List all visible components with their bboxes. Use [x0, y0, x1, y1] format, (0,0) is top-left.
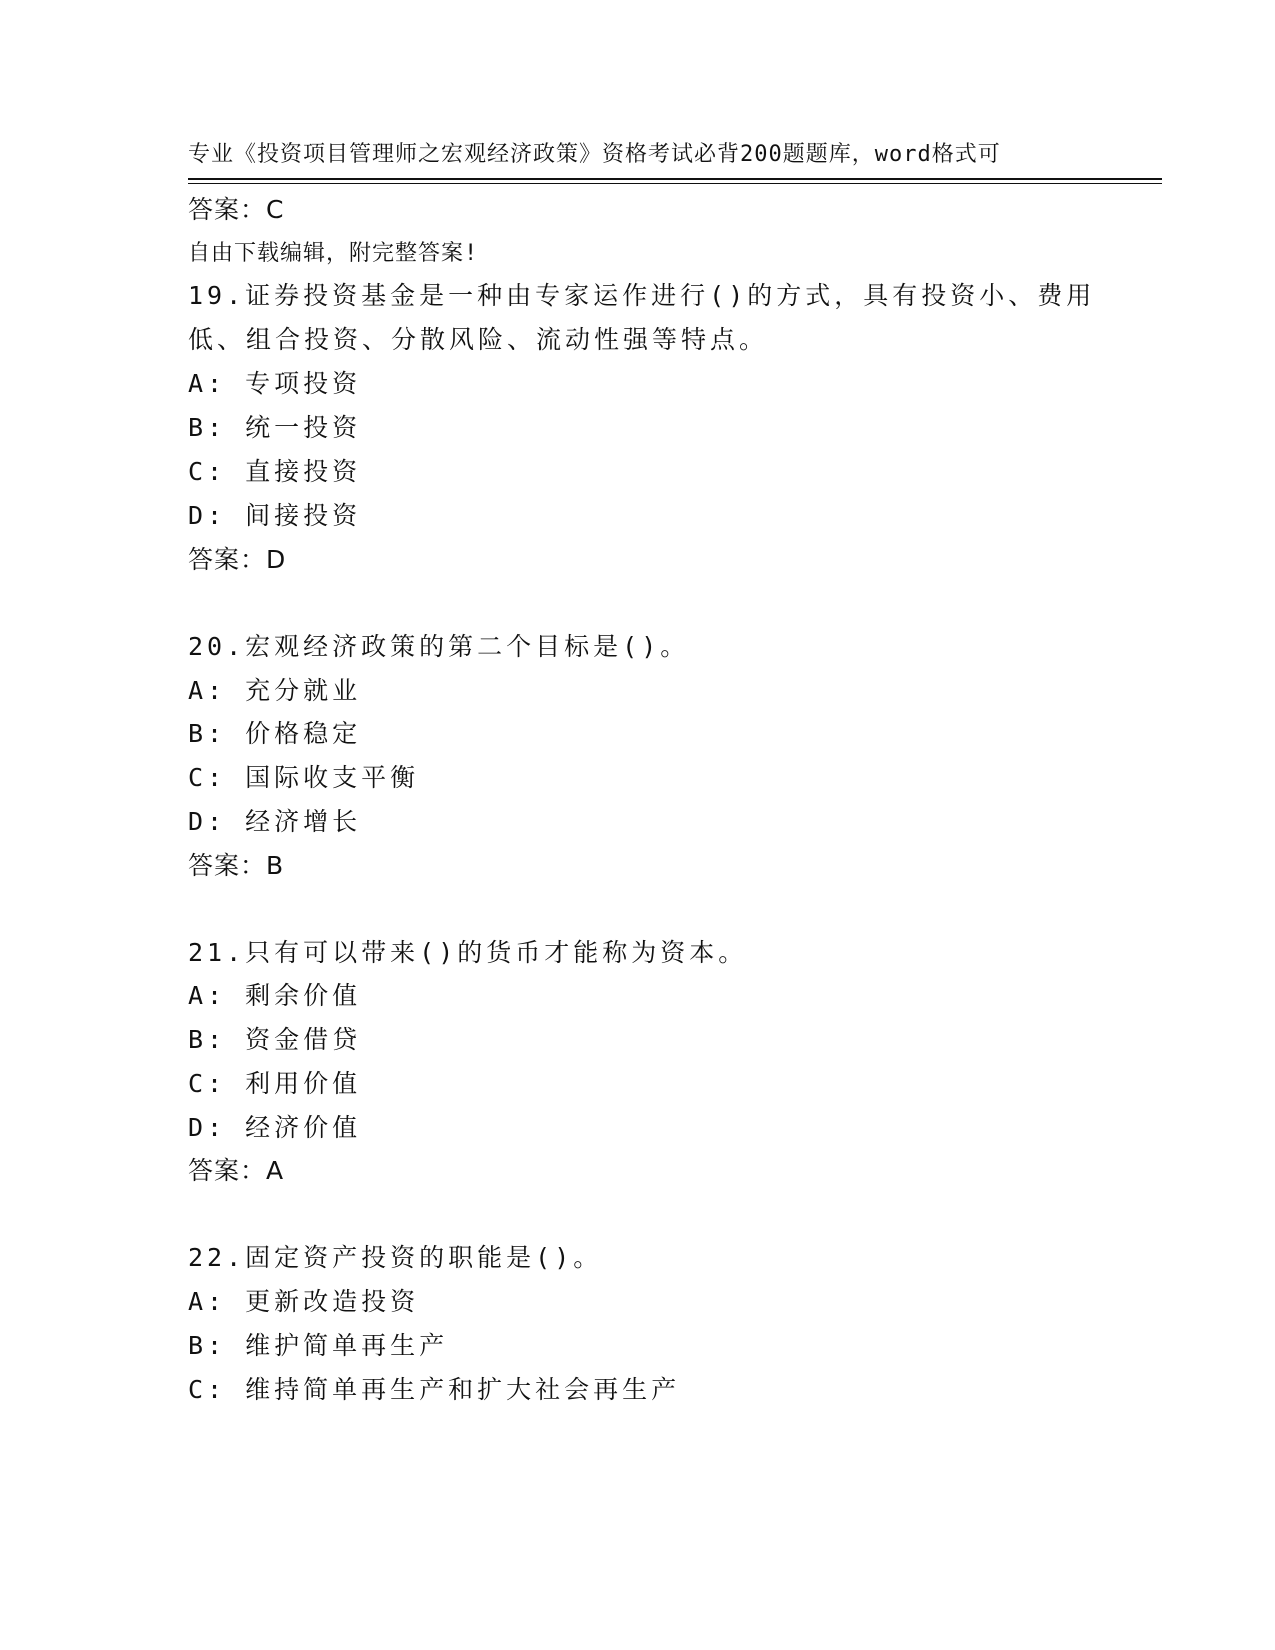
- question-19-answer: 答案：D: [188, 545, 287, 574]
- question-20-option-d: D: 经济增长: [188, 807, 362, 836]
- question-19-option-c: C: 直接投资: [188, 457, 362, 486]
- question-20-option-b: B: 价格稳定: [188, 719, 362, 748]
- question-22-stem: 22.固定资产投资的职能是()。: [188, 1243, 603, 1272]
- header-divider-thin: [188, 183, 1162, 184]
- question-19-option-b: B: 统一投资: [188, 413, 362, 442]
- question-20-stem: 20.宏观经济政策的第二个目标是()。: [188, 632, 690, 661]
- question-22-option-a: A: 更新改造投资: [188, 1287, 420, 1316]
- question-21-option-b: B: 资金借贷: [188, 1025, 362, 1054]
- previous-answer: 答案：C: [188, 195, 285, 224]
- question-21-option-c: C: 利用价值: [188, 1069, 362, 1098]
- header-divider: [188, 178, 1162, 180]
- question-21-option-d: D: 经济价值: [188, 1113, 362, 1142]
- question-19-stem-line-2: 低、组合投资、分散风险、流动性强等特点。: [188, 325, 769, 354]
- question-19-option-d: D: 间接投资: [188, 501, 362, 530]
- header-line-1: 专业《投资项目管理师之宏观经济政策》资格考试必背200题题库，word格式可: [188, 142, 1001, 167]
- question-21-stem: 21.只有可以带来()的货币才能称为资本。: [188, 938, 748, 967]
- question-20-answer: 答案：B: [188, 851, 285, 880]
- question-19-stem-line-1: 19.证券投资基金是一种由专家运作进行()的方式，具有投资小、费用: [188, 281, 1096, 310]
- question-21-option-a: A: 剩余价值: [188, 981, 362, 1010]
- question-20-option-a: A: 充分就业: [188, 676, 362, 705]
- header-line-2: 自由下载编辑，附完整答案!: [188, 241, 479, 266]
- question-21-answer: 答案：A: [188, 1156, 285, 1185]
- document-header: [188, 72, 1088, 303]
- question-19-option-a: A: 专项投资: [188, 369, 362, 398]
- question-22-option-b: B: 维护简单再生产: [188, 1331, 449, 1360]
- question-22-option-c: C: 维持简单再生产和扩大社会再生产: [188, 1375, 681, 1404]
- question-20-option-c: C: 国际收支平衡: [188, 763, 420, 792]
